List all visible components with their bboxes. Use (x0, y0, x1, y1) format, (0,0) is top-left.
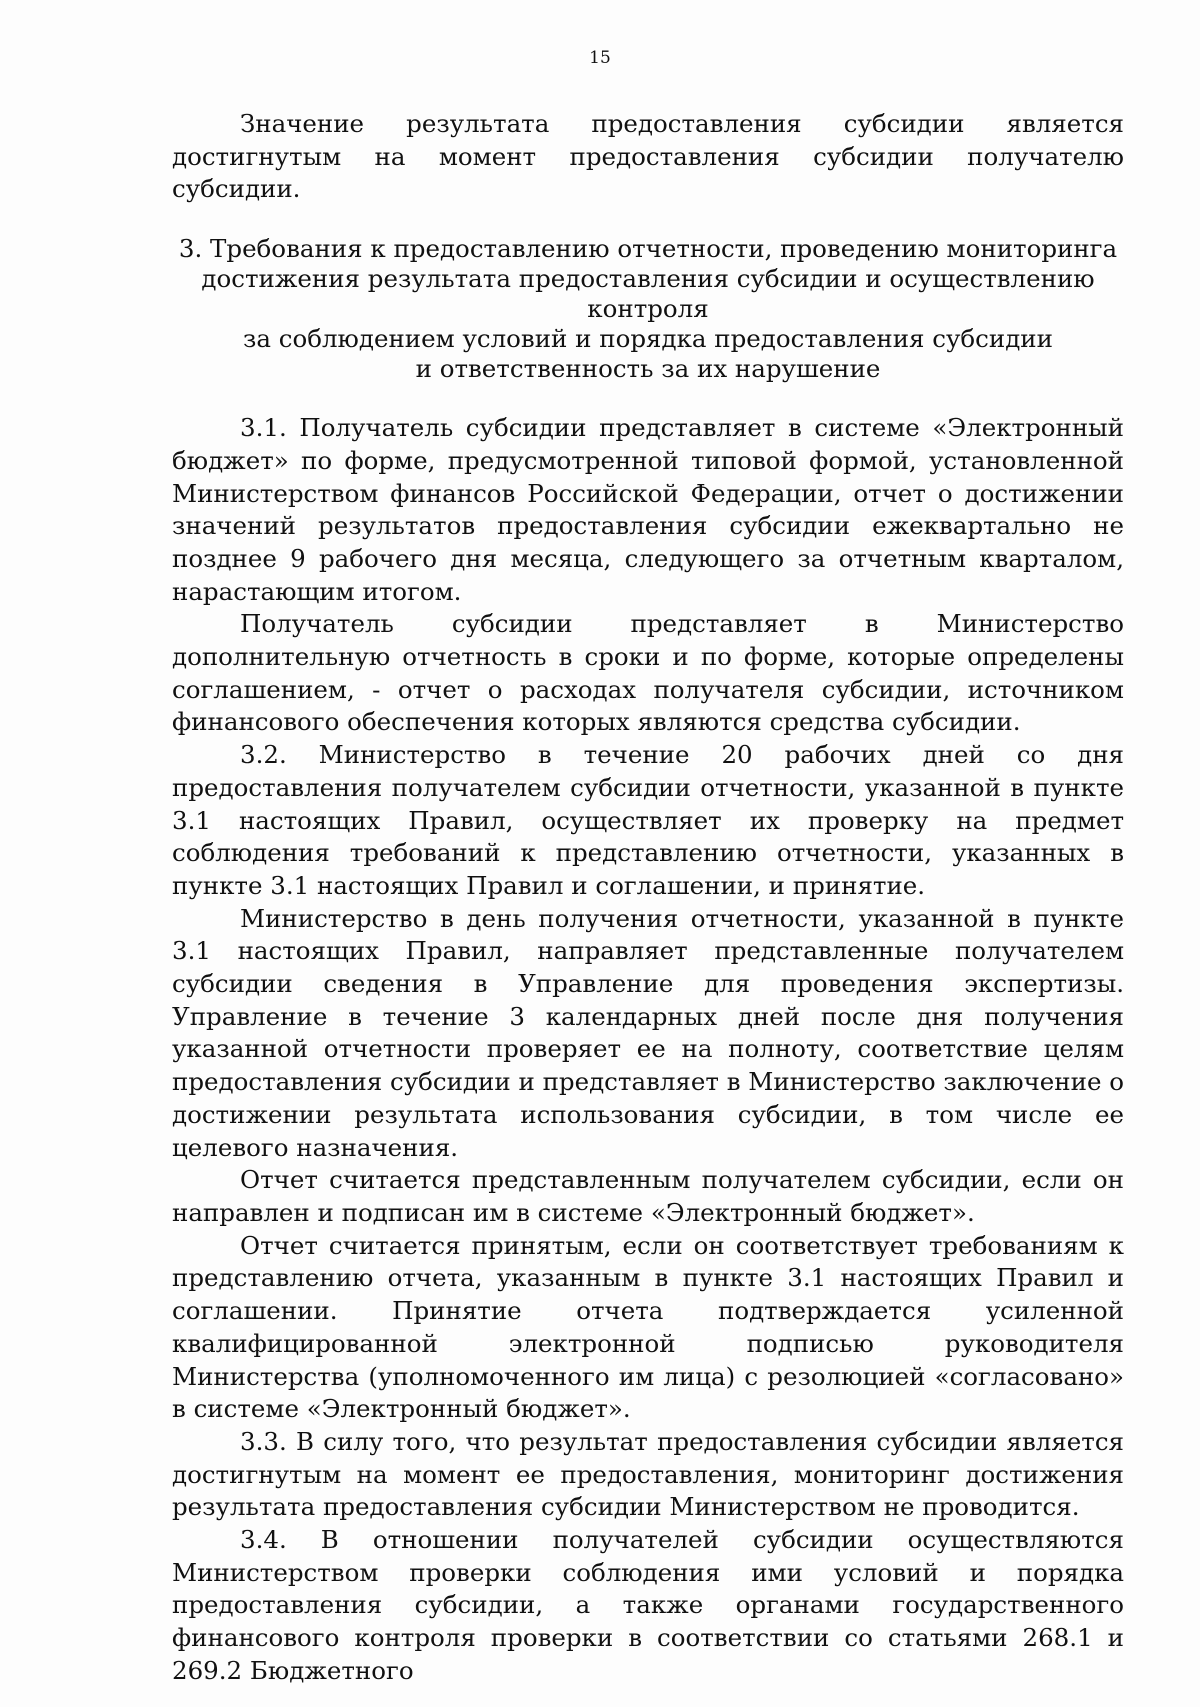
section-3-heading (172, 234, 1124, 384)
paragraph-3-3: 3.3. В силу того, что результат предоставления субсидии является достигнутым на момент ее предоставления, мониторинг достижения результата предоставления субсидии Министерством не проводится. (172, 1426, 1124, 1522)
paragraph-report-submitted: Отчет считается представленным получателем субсидии, если он направлен и подписан им в системе «Электронный бюджет». (172, 1165, 1124, 1227)
paragraph-3-1: 3.1. Получатель субсидии представляет в системе «Электронный бюджет» по форме, предусмотренной типовой формой, установленной Министерством финансов Российской Федерации, отчет о достижении значений результатов предоставления субсидии ежеквартально не позднее 9 рабочего дня месяца, следующего за отчетным кварталом, нарастающим итогом. (172, 413, 1124, 606)
page-number: 15 (589, 48, 611, 68)
paragraph-ministry-expertise: Министерство в день получения отчетности, указанной в пункте 3.1 настоящих Правил, направляет представленные получателем субсидии сведения в Управление для проведения экспертизы. Управление в течение 3 календарных дней после дня получения указанной отчетности проверяет ее на полноту, соответствие целям предоставления субсидии и представляет в Министерство заключение о достижении результата использования субсидии, в том числе ее целевого назначения. (172, 903, 1124, 1162)
paragraph-additional-reporting: Получатель субсидии представляет в Министерство дополнительную отчетность в сроки и по форме, которые определены соглашением, - отчет о расходах получателя субсидии, источником финансового обеспечения которых являются средства субсидии. (172, 609, 1124, 737)
paragraph-3-2: 3.2. Министерство в течение 20 рабочих дней со дня предоставления получателем субсидии отчетности, указанной в пункте 3.1 настоящих Правил, осуществляет их проверку на предмет соблюдения требований к представлению отчетности, указанных в пункте 3.1 настоящих Правил и соглашении, и принятие. (172, 740, 1124, 900)
heading-line: 3. Требования к предоставлению отчетности, проведению мониторинга (178, 234, 1118, 264)
heading-line: за соблюдением условий и порядка предоставления субсидии (243, 324, 1053, 354)
document-body (172, 108, 1124, 1688)
paragraph-report-accepted: Отчет считается принятым, если он соответствует требованиям к представлению отчета, указанным в пункте 3.1 настоящих Правил и соглашении. Принятие отчета подтверждается усиленной квалифицированной электронной подписью руководителя Министерства (уполномоченного им лица) с резолюцией «согласовано» в системе «Электронный бюджет». (172, 1230, 1124, 1424)
heading-line: достижения результата предоставления субсидии и осуществлению контроля (201, 264, 1095, 324)
paragraph-3-4: 3.4. В отношении получателей субсидии осуществляются Министерством проверки соблюдения ими условий и порядка предоставления субсидии, а также органами государственного финансового контроля проверки в соответствии со статьями 268.1 и 269.2 Бюджетного (172, 1525, 1124, 1685)
paragraph-result-achieved: Значение результата предоставления субсидии является достигнутым на момент предоставления субсидии получателю субсидии. (172, 109, 1124, 204)
heading-line: и ответственность за их нарушение (415, 354, 881, 384)
